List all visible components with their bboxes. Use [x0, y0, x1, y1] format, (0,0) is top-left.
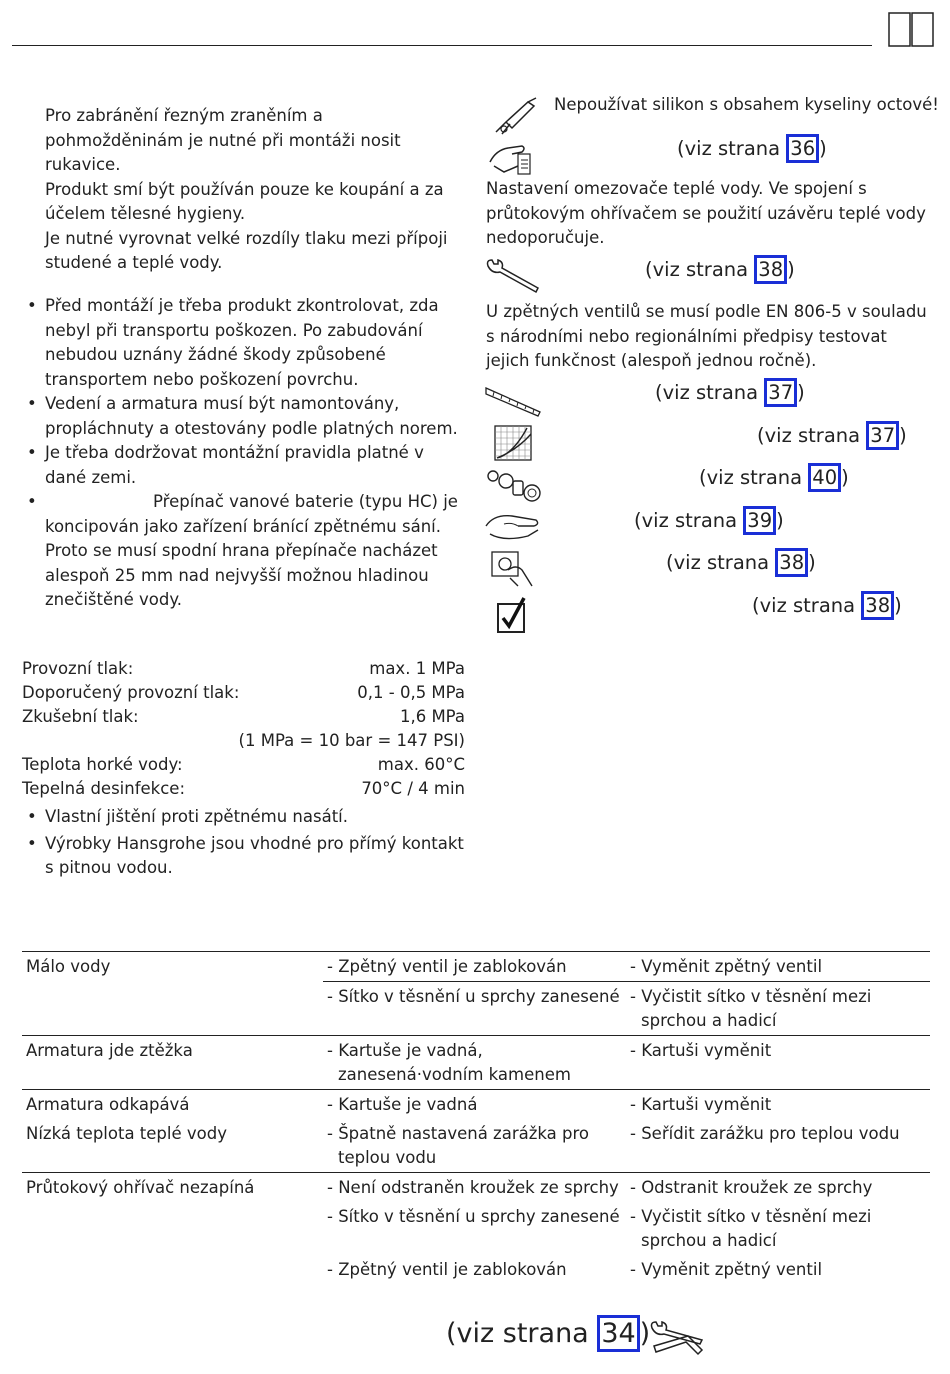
table-row [22, 1173, 930, 1203]
table-cell-cause [323, 1036, 626, 1090]
page-link[interactable]: 37 [866, 421, 899, 450]
page-reference: (viz strana 36 ) [677, 137, 827, 160]
page-link[interactable]: 38 [754, 255, 787, 284]
table-cell-remedy [626, 1119, 930, 1173]
safety-line: Pro zabránění řezným zraněním a pohmožděninám je nutné při montáži nosit rukavice. [45, 106, 401, 174]
remedy-text: - Vyčistit sítko v těsnění mezi sprchou a hadicí [630, 987, 872, 1030]
page-link[interactable]: 39 [743, 506, 776, 535]
ruler-icon [484, 382, 542, 418]
cause-text: - Špatně nastavená zarážka pro teplou vodu [327, 1124, 589, 1167]
table-cell-remedy [626, 982, 930, 1036]
table-cell-cause [323, 1090, 626, 1120]
list-item: • Výrobky Hansgrohe jsou vhodné pro přímý kontakt s pitnou vodou. [27, 833, 464, 877]
flow-chart-icon [493, 424, 533, 462]
list-item: • Vedení a armatura musí být namontovány, propláchnuty a otestovány podle platných norem. [27, 394, 458, 438]
cause-text: - Kartuše je vadná, zanesená·vodním kamenem [327, 1041, 571, 1084]
page-reference: (viz strana 38 ) [645, 258, 795, 281]
tech-notes [27, 805, 465, 881]
silicone-gun-icon [492, 96, 540, 136]
table-cell-cause [323, 1119, 626, 1173]
cause-text: - Sítko v těsnění u sprchy zanesené [327, 987, 620, 1006]
silicone-warning: Nepoužívat silikon s obsahem kyseliny octové! [554, 95, 939, 114]
problem-text: Průtokový ohřívač nezapíná [26, 1178, 255, 1197]
table-cell-problem [22, 1036, 323, 1090]
warm-water-text: Nastavení omezovače teplé vody. Ve spojení s průtokovým ohřívačem se použití uzávěru teplé vody nedoporučuje. [486, 179, 926, 247]
page-reference: (viz strana 38 ) [666, 551, 816, 574]
cause-text: - Sítko v těsnění u sprchy zanesené [327, 1207, 620, 1226]
table-cell-remedy [626, 1173, 930, 1203]
tech-row: Teplota horké vody: max. 60°C [22, 755, 465, 774]
installation-notes [27, 294, 465, 613]
tech-row: Zkušební tlak: 1,6 MPa [22, 707, 465, 726]
tech-row: Provozní tlak: max. 1 MPa [22, 659, 465, 678]
list-item: • Přepínač vanové baterie (typu HC) je koncipován jako zařízení bránící zpětnému sání. Proto se musí spodní hrana přepínače nacházet alespoň 25 mm nad nejvyšší možnou hladinou znečištěné vody. [27, 492, 458, 609]
table-row [22, 952, 930, 982]
table-cell-cause [323, 1173, 626, 1203]
table-cell-cause [323, 1202, 626, 1255]
footer-reference: (viz strana 34 ) [446, 1318, 650, 1349]
remedy-text: - Kartuši vyměnit [630, 1095, 772, 1114]
table-cell-problem [22, 1202, 323, 1255]
remedy-text: - Vyčistit sítko v těsnění mezi sprchou a hadicí [630, 1207, 872, 1250]
page-reference: (viz strana 37 ) [757, 424, 907, 447]
remedy-text: - Vyměnit zpětný ventil [630, 957, 823, 976]
page-link[interactable]: 40 [808, 463, 841, 492]
hand-adjust-icon [488, 136, 534, 178]
problem-text: Málo vody [26, 957, 111, 976]
list-item: • Před montáží je třeba produkt zkontrolovat, zda nebyl při transportu poškozen. Po zabudování nebudou uznány žádné škody způsobené transportem nebo poškození povrchu. [27, 296, 439, 389]
table-row [22, 1255, 930, 1284]
cause-text: - Zpětný ventil je zablokován [327, 1260, 567, 1279]
table-cell-remedy [626, 1036, 930, 1090]
table-row [22, 1202, 930, 1255]
remedy-text: - Odstranit kroužek ze sprchy [630, 1178, 873, 1197]
troubleshooting-table [22, 951, 930, 1284]
table-cell-remedy [626, 1202, 930, 1255]
list-item: • Vlastní jištění proti zpětnému nasátí. [27, 807, 349, 826]
page-reference: (viz strana 39 ) [634, 509, 784, 532]
page-reference: (viz strana 40 ) [699, 466, 849, 489]
table-cell-problem [22, 1255, 323, 1284]
book-icon [888, 12, 934, 48]
table-cell-problem [22, 1090, 323, 1120]
table-cell-remedy [626, 1255, 930, 1284]
page-link[interactable]: 37 [764, 378, 797, 407]
remedy-text: - Vyměnit zpětný ventil [630, 1260, 823, 1279]
cause-text: - Kartuše je vadná [327, 1095, 478, 1114]
page-link[interactable]: 34 [597, 1315, 639, 1352]
table-cell-problem [22, 982, 323, 1036]
table-cell-cause [323, 1255, 626, 1284]
table-row [22, 1036, 930, 1090]
table-cell-remedy [626, 1090, 930, 1120]
safety-intro [45, 104, 465, 276]
table-cell-cause [323, 982, 626, 1036]
table-row [22, 1090, 930, 1120]
check-valve-text: U zpětných ventilů se musí podle EN 806-5 v souladu s národními nebo regionálními předpisy testovat jejich funkčnost (alespoň jednou ročně). [486, 302, 927, 370]
problem-text: Nízká teplota teplé vody [26, 1124, 227, 1143]
tools-icon [648, 1320, 706, 1356]
problem-text: Armatura jde ztěžka [26, 1041, 193, 1060]
remedy-text: - Seřídit zarážku pro teplou vodu [630, 1124, 900, 1143]
tech-row: Tepelná desinfekce: 70°C / 4 min [22, 779, 465, 798]
page-link[interactable]: 36 [786, 134, 819, 163]
safety-line: Je nutné vyrovnat velké rozdíly tlaku mezi přípoji studené a teplé vody. [45, 228, 448, 272]
hand-knob-icon [488, 548, 536, 588]
table-row [22, 982, 930, 1036]
cleaning-hand-icon [484, 508, 542, 544]
table-cell-problem [22, 1119, 323, 1173]
safety-line: Produkt smí být používán pouze ke koupání a za účelem tělesné hygieny. [45, 179, 444, 223]
list-item: • Je třeba dodržovat montážní pravidla platné v dané zemi. [27, 443, 424, 487]
table-cell-remedy [626, 952, 930, 982]
table-cell-problem [22, 1173, 323, 1203]
checkmark-icon [496, 596, 528, 634]
table-cell-cause [323, 952, 626, 982]
table-row [22, 1119, 930, 1173]
wrench-icon [484, 258, 542, 294]
page-reference: (viz strana 37 ) [655, 381, 805, 404]
remedy-text: - Kartuši vyměnit [630, 1041, 772, 1060]
tech-row: Doporučený provozní tlak: 0,1 - 0,5 MPa [22, 683, 465, 702]
tech-row: (1 MPa = 10 bar = 147 PSI) [238, 731, 465, 750]
header-rule [12, 45, 872, 46]
parts-icon [486, 467, 542, 505]
table-cell-problem [22, 952, 323, 982]
page-link[interactable]: 38 [861, 591, 894, 620]
page-link[interactable]: 38 [775, 548, 808, 577]
page-reference: (viz strana 38 ) [752, 594, 902, 617]
cause-text: - Zpětný ventil je zablokován [327, 957, 567, 976]
problem-text: Armatura odkapává [26, 1095, 190, 1114]
cause-text: - Není odstraněn kroužek ze sprchy [327, 1178, 619, 1197]
